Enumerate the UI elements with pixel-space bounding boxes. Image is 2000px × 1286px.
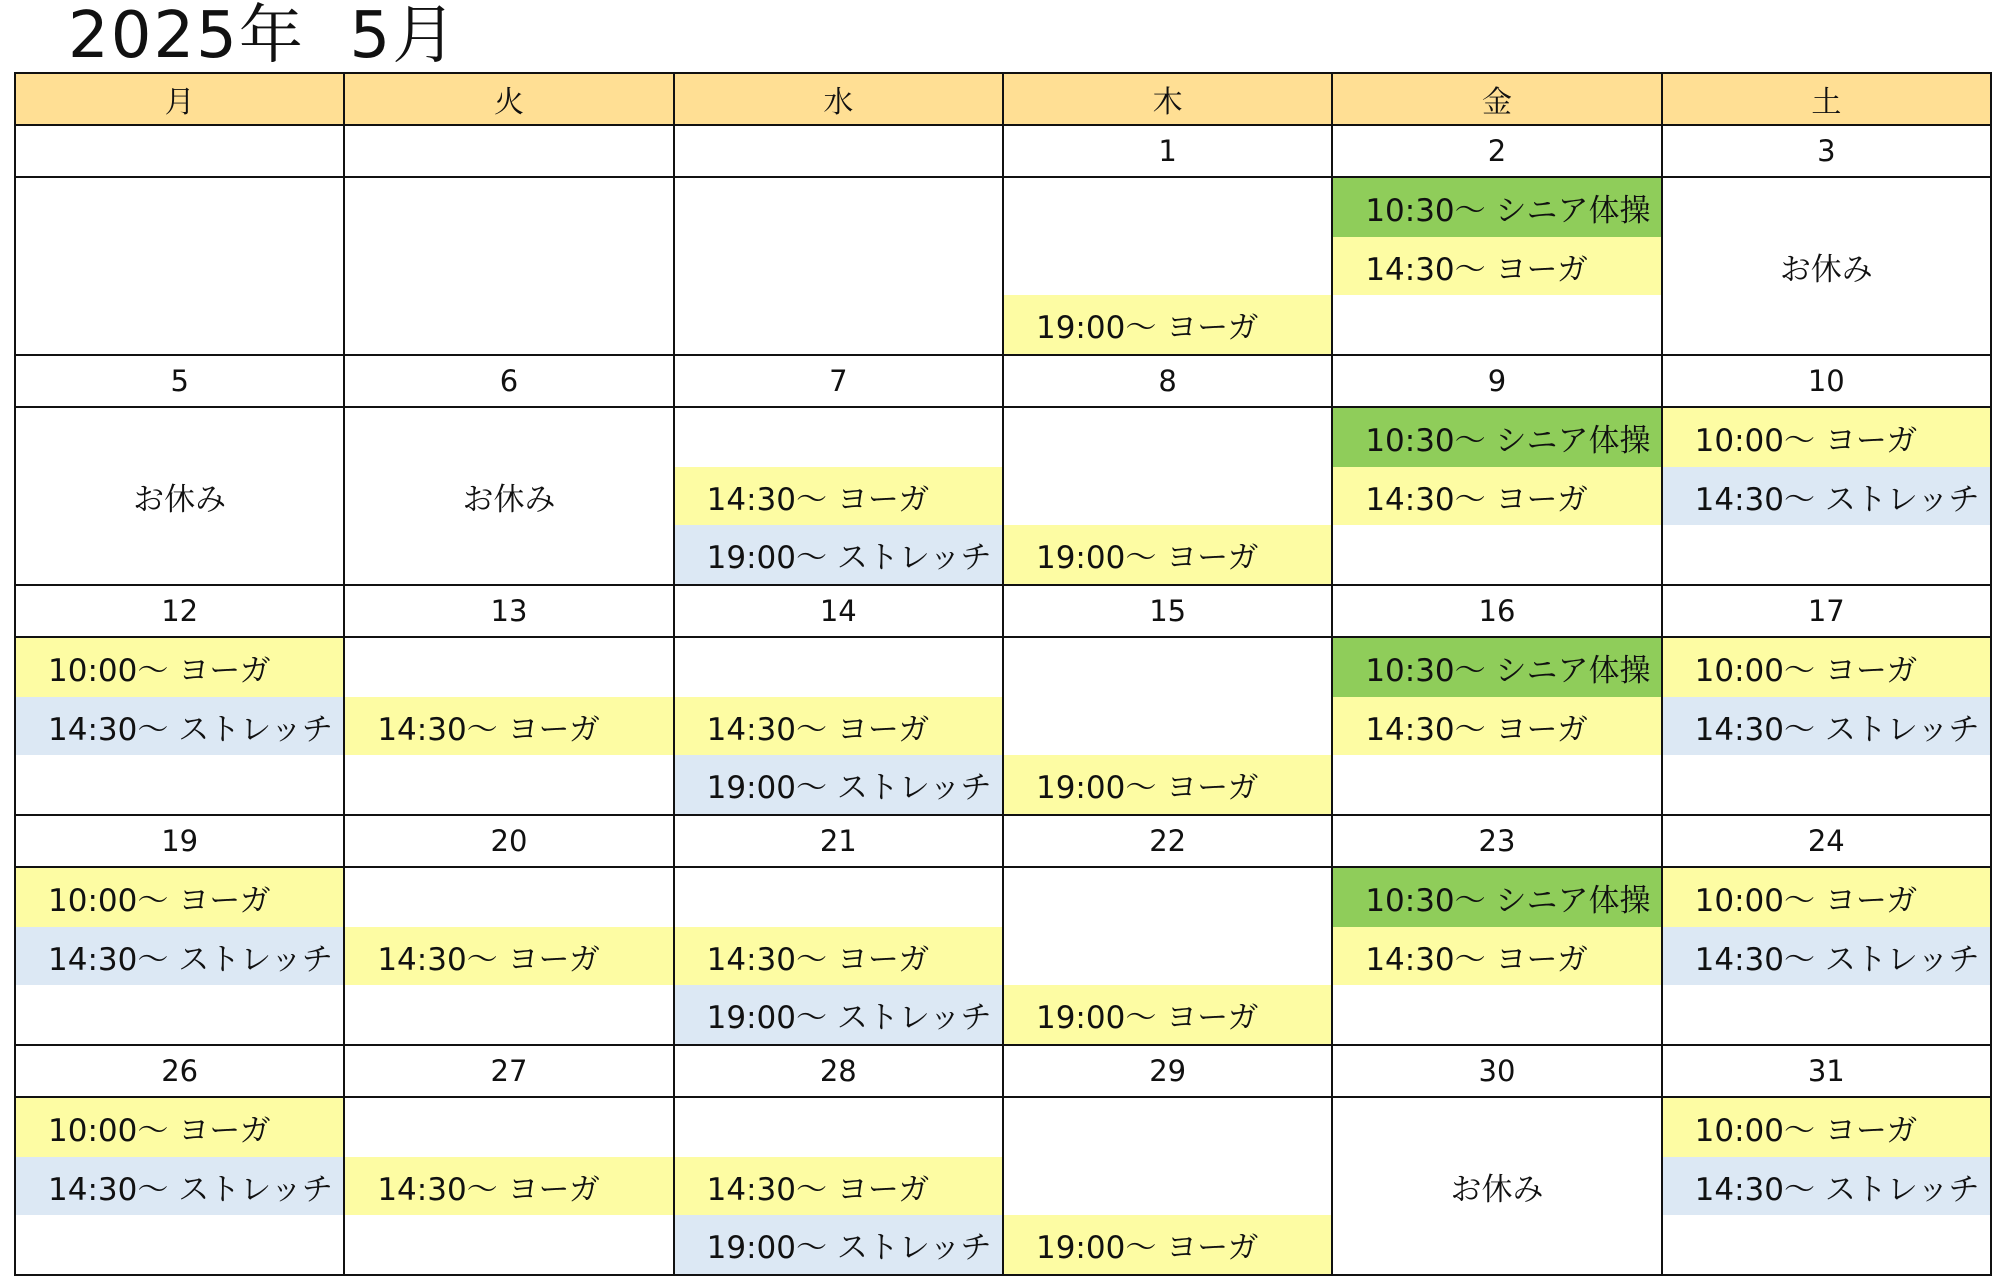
empty-slot: [345, 408, 672, 467]
day-slots: [1663, 1098, 1990, 1274]
empty-slot: [1004, 868, 1331, 927]
day-cell: [1332, 637, 1661, 815]
class-entry: 14:30～ ストレッチ: [16, 697, 343, 756]
events-row: [15, 867, 1991, 1045]
day-slots: [1333, 1098, 1660, 1274]
class-entry: 10:00～ ヨーガ: [1663, 408, 1990, 467]
weekday-header: 水: [674, 73, 1003, 125]
day-number: 8: [1003, 355, 1332, 407]
day-slots: [1004, 868, 1331, 1044]
day-number: [674, 125, 1003, 177]
weekday-header: 火: [344, 73, 673, 125]
date-row: [15, 1045, 1991, 1097]
class-entry: 14:30～ ヨーガ: [1333, 237, 1660, 296]
empty-slot: [1004, 178, 1331, 237]
empty-slot: [1663, 1215, 1990, 1274]
events-row: [15, 1097, 1991, 1275]
day-number: 10: [1662, 355, 1991, 407]
class-entry: 14:30～ ヨーガ: [675, 697, 1002, 756]
empty-slot: [675, 178, 1002, 237]
empty-slot: [345, 638, 672, 697]
empty-slot: [675, 295, 1002, 354]
empty-slot: [16, 295, 343, 354]
weekday-header: 月: [15, 73, 344, 125]
closed-label: お休み: [1779, 251, 1873, 288]
day-slots: [16, 408, 343, 584]
empty-slot: [1333, 295, 1660, 354]
day-cell: [344, 407, 673, 585]
empty-slot: [1663, 178, 1990, 237]
day-slots: [1333, 638, 1660, 814]
empty-slot: [675, 1098, 1002, 1157]
date-row: [15, 125, 1991, 177]
class-entry: 14:30～ ヨーガ: [1333, 697, 1660, 756]
day-cell: [1003, 407, 1332, 585]
empty-slot: [1004, 1157, 1331, 1216]
empty-slot: [675, 638, 1002, 697]
day-slots: [345, 408, 672, 584]
closed-label: お休み: [462, 481, 556, 518]
day-number: 27: [344, 1045, 673, 1097]
class-entry: 10:30～ シニア体操: [1333, 408, 1660, 467]
closed-label: お休み: [133, 481, 227, 518]
day-cell: [1662, 637, 1991, 815]
day-number: 20: [344, 815, 673, 867]
day-cell: [1003, 177, 1332, 355]
day-slots: [675, 868, 1002, 1044]
day-cell: [15, 407, 344, 585]
day-cell: [674, 637, 1003, 815]
day-number: 30: [1332, 1045, 1661, 1097]
day-slots: [1663, 408, 1990, 584]
empty-slot: [1333, 755, 1660, 814]
empty-slot: [345, 1215, 672, 1274]
day-number: 6: [344, 355, 673, 407]
class-entry: 14:30～ ストレッチ: [16, 1157, 343, 1216]
empty-slot: [675, 237, 1002, 296]
day-cell: [344, 867, 673, 1045]
day-number: 17: [1662, 585, 1991, 637]
day-cell: [1662, 407, 1991, 585]
day-cell: [15, 867, 344, 1045]
day-number: [344, 125, 673, 177]
empty-slot: [345, 1098, 672, 1157]
date-row: [15, 815, 1991, 867]
weekday-header-row: [15, 73, 1991, 125]
day-cell: [1662, 177, 1991, 355]
class-entry: 10:30～ シニア体操: [1333, 178, 1660, 237]
day-number: 16: [1332, 585, 1661, 637]
events-row: [15, 637, 1991, 815]
empty-slot: [16, 408, 343, 467]
class-entry: 14:30～ ヨーガ: [675, 1157, 1002, 1216]
day-slots: [1333, 178, 1660, 354]
empty-slot: [345, 755, 672, 814]
empty-slot: [345, 295, 672, 354]
class-entry: 14:30～ ヨーガ: [345, 927, 672, 986]
day-cell: [1332, 1097, 1661, 1275]
day-number: 29: [1003, 1045, 1332, 1097]
day-cell: [344, 637, 673, 815]
empty-slot: [1663, 525, 1990, 584]
class-entry: 10:00～ ヨーガ: [1663, 1098, 1990, 1157]
empty-slot: [1004, 408, 1331, 467]
class-entry: 19:00～ ストレッチ: [675, 525, 1002, 584]
empty-slot: [345, 985, 672, 1044]
empty-slot: [1333, 1098, 1660, 1157]
class-entry: 14:30～ ストレッチ: [1663, 1157, 1990, 1216]
day-cell: [674, 1097, 1003, 1275]
day-cell: [15, 177, 344, 355]
day-cell: [1662, 867, 1991, 1045]
class-entry: 14:30～ ヨーガ: [1333, 467, 1660, 526]
class-entry: 14:30～ ヨーガ: [345, 1157, 672, 1216]
empty-slot: [1004, 237, 1331, 296]
day-slots: [675, 638, 1002, 814]
closed-label: お休み: [1450, 1171, 1544, 1208]
day-cell: [1332, 177, 1661, 355]
class-entry: 10:00～ ヨーガ: [16, 638, 343, 697]
date-row: [15, 355, 1991, 407]
day-number: 22: [1003, 815, 1332, 867]
class-entry: 14:30～ ヨーガ: [675, 467, 1002, 526]
class-entry: 19:00～ ヨーガ: [1004, 755, 1331, 814]
class-entry: 10:30～ シニア体操: [1333, 868, 1660, 927]
day-number: 26: [15, 1045, 344, 1097]
day-cell: [344, 1097, 673, 1275]
class-entry: 10:30～ シニア体操: [1333, 638, 1660, 697]
empty-slot: [1004, 927, 1331, 986]
empty-slot: [1333, 525, 1660, 584]
date-row: [15, 585, 1991, 637]
class-entry: 19:00～ ストレッチ: [675, 755, 1002, 814]
day-cell: [1662, 1097, 1991, 1275]
day-number: 15: [1003, 585, 1332, 637]
class-entry: 14:30～ ヨーガ: [345, 697, 672, 756]
day-cell: [1332, 407, 1661, 585]
class-entry: 14:30～ ストレッチ: [1663, 927, 1990, 986]
day-slots: [345, 638, 672, 814]
day-cell: [1003, 1097, 1332, 1275]
empty-slot: [1004, 697, 1331, 756]
day-slots: [1004, 178, 1331, 354]
class-entry: 19:00～ ヨーガ: [1004, 295, 1331, 354]
empty-slot: [1333, 985, 1660, 1044]
empty-slot: [1004, 638, 1331, 697]
class-entry: 19:00～ ヨーガ: [1004, 985, 1331, 1044]
empty-slot: [345, 237, 672, 296]
day-slots: [16, 638, 343, 814]
day-cell: [674, 177, 1003, 355]
day-number: 9: [1332, 355, 1661, 407]
day-number: 5: [15, 355, 344, 407]
day-number: 19: [15, 815, 344, 867]
class-entry: 19:00～ ヨーガ: [1004, 525, 1331, 584]
class-entry: 10:00～ ヨーガ: [16, 1098, 343, 1157]
schedule-calendar: [14, 72, 1992, 1276]
empty-slot: [16, 525, 343, 584]
empty-slot: [16, 237, 343, 296]
class-entry: 14:30～ ストレッチ: [1663, 697, 1990, 756]
class-entry: 14:30～ ヨーガ: [1333, 927, 1660, 986]
empty-slot: [345, 525, 672, 584]
day-number: 12: [15, 585, 344, 637]
day-number: 1: [1003, 125, 1332, 177]
class-entry: 10:00～ ヨーガ: [1663, 868, 1990, 927]
day-slots: [16, 1098, 343, 1274]
day-cell: [15, 637, 344, 815]
day-slots: [1663, 868, 1990, 1044]
day-cell: [674, 407, 1003, 585]
day-slots: [345, 178, 672, 354]
day-cell: [674, 867, 1003, 1045]
class-entry: 19:00～ ストレッチ: [675, 1215, 1002, 1274]
empty-slot: [1004, 467, 1331, 526]
day-slots: [1663, 638, 1990, 814]
day-slots: [675, 178, 1002, 354]
day-number: 24: [1662, 815, 1991, 867]
empty-slot: [1333, 1215, 1660, 1274]
empty-slot: [675, 408, 1002, 467]
day-number: 2: [1332, 125, 1661, 177]
empty-slot: [16, 178, 343, 237]
day-slots: [675, 408, 1002, 584]
empty-slot: [16, 1215, 343, 1274]
empty-slot: [675, 868, 1002, 927]
day-slots: [345, 868, 672, 1044]
day-number: 13: [344, 585, 673, 637]
weekday-header: 土: [1662, 73, 1991, 125]
day-number: 14: [674, 585, 1003, 637]
day-number: 28: [674, 1045, 1003, 1097]
events-row: [15, 407, 1991, 585]
day-number: 21: [674, 815, 1003, 867]
day-slots: [1004, 638, 1331, 814]
class-entry: 19:00～ ヨーガ: [1004, 1215, 1331, 1274]
day-slots: [16, 178, 343, 354]
day-slots: [16, 868, 343, 1044]
weekday-header: 木: [1003, 73, 1332, 125]
day-number: 23: [1332, 815, 1661, 867]
day-slots: [345, 1098, 672, 1274]
class-entry: 14:30～ ストレッチ: [1663, 467, 1990, 526]
empty-slot: [16, 755, 343, 814]
day-slots: [1333, 408, 1660, 584]
day-cell: [1003, 637, 1332, 815]
day-number: 3: [1662, 125, 1991, 177]
day-slots: [1333, 868, 1660, 1044]
empty-slot: [345, 178, 672, 237]
day-cell: [1003, 867, 1332, 1045]
day-slots: [1004, 1098, 1331, 1274]
page-title: 2025年 5月: [68, 0, 459, 73]
class-entry: 10:00～ ヨーガ: [16, 868, 343, 927]
empty-slot: [1663, 295, 1990, 354]
empty-slot: [1663, 755, 1990, 814]
class-entry: 19:00～ ストレッチ: [675, 985, 1002, 1044]
day-number: [15, 125, 344, 177]
empty-slot: [1004, 1098, 1331, 1157]
day-cell: [1332, 867, 1661, 1045]
events-row: [15, 177, 1991, 355]
class-entry: 14:30～ ストレッチ: [16, 927, 343, 986]
empty-slot: [345, 868, 672, 927]
day-slots: [675, 1098, 1002, 1274]
day-cell: [15, 1097, 344, 1275]
day-number: 31: [1662, 1045, 1991, 1097]
empty-slot: [16, 985, 343, 1044]
day-number: 7: [674, 355, 1003, 407]
day-cell: [344, 177, 673, 355]
day-slots: [1663, 178, 1990, 354]
class-entry: 10:00～ ヨーガ: [1663, 638, 1990, 697]
weekday-header: 金: [1332, 73, 1661, 125]
day-slots: [1004, 408, 1331, 584]
empty-slot: [1663, 985, 1990, 1044]
class-entry: 14:30～ ヨーガ: [675, 927, 1002, 986]
